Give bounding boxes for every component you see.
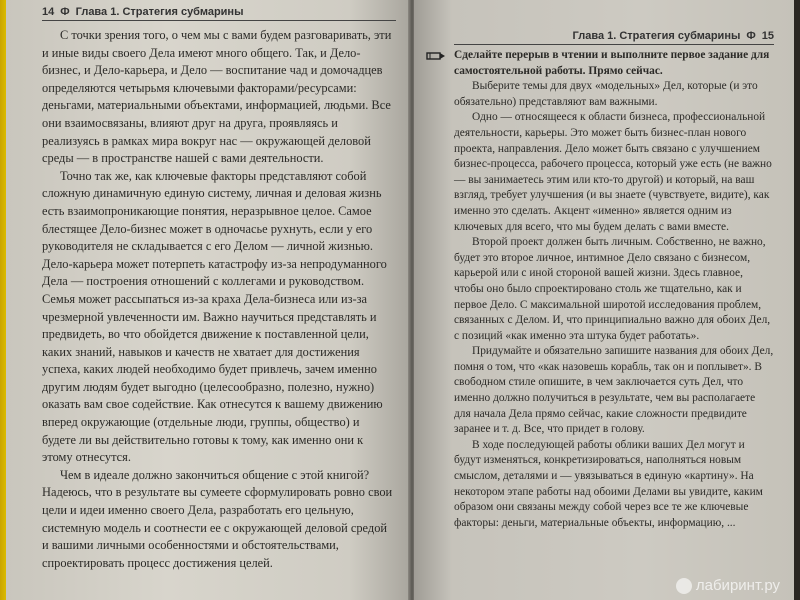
right-page	[414, 0, 794, 600]
right-paragraph-6: В ходе последующей работы облики ваших Дел могут и будут изменяться, конкретизироваться, наполняться новым смыслом, деталями и — увязываться в единую «картину». На некотором этапе работы над обоими Делами вы увидите, каким образом они связаны между собой через все те же ключевые факторы: деньги, материальные объекты, информацию, ...	[454, 438, 763, 529]
right-paragraph-2: Выберите темы для двух «модельных» Дел, которые (и это обязательно) представляют вам важными.	[454, 80, 758, 108]
task-block	[454, 48, 774, 79]
left-chapter-title: Глава 1. Стратегия субмарины	[75, 6, 244, 18]
labyrinth-logo-icon	[676, 578, 692, 594]
left-paragraph-2: Точно так же, как ключевые факторы представляют собой сложную динамичную единую систему, личная и деловая жизнь есть взаимопроникающие понятия, неразрывное целое. Самое блестящее Дело-бизнес может в одночасье рухнуть, если у его руководителя не складывается с его Делом — личной жизнью. Дело-карьера может потерпеть катастрофу из-за непродуманного Дела — построения отношений с коллегами и руководством. Семья может рассыпаться из-за краха Дела-бизнеса или из-за чрезмерной увлеченности им. Важно научиться представлять и предвидеть, во что обойдется движение к поставленной цели, каких знаний, навыков и качеств не хватает для достижения успеха, каких людей необходимо будет привлечь, зачем именно другим людям будет выгодно (целесообразно, полезно, нужно) оказать вам свое содействие. Как отнесутся к вашему движению вперед окружающие (отдельные люди, группы, общество) и будете ли вы действительно готовы к тому, как именно они к этому отнесутся.	[42, 168, 387, 465]
left-paragraph-1: С точки зрения того, о чем мы с вами будем разговаривать, эти и иные виды своего Дела имеют много общего. Так, и Дело-бизнес, и Дело-карьера, и Дело — воспитание чад и домочадцев определяются четырьмя ключевыми факторами/ресурсами: деньгами, материальными объектами, информацией, людьми. Все они взаимосвязаны, влияют друг на друга, проявляясь и реализуясь в рамках мира вокруг нас — окружающей деловой среды — в пространстве нашей с вами деятельности.	[42, 28, 392, 166]
watermark	[676, 577, 780, 594]
left-paragraph-3: Чем в идеале должно закончиться общение с этой книгой? Надеюсь, что в результате вы сумеете сформулировать ровно свои цели и идеи именно своего Дела, разработать его цельную, системную модель и соотнести ее с окружающей деловой средой и вашими личными особенностями и обстоятельствами, спроектировать процесс достижения целей.	[42, 467, 393, 570]
task-instruction: Сделайте перерыв в чтении и выполните первое задание для самостоятельной работы. Прямо сейчас.	[454, 49, 770, 77]
left-page-number: 14	[42, 6, 55, 18]
left-running-header	[42, 6, 396, 21]
right-paragraph-5: Придумайте и обязательно запишите названия для обоих Дел, помня о том, что «как назовешь корабль, так он и поплывет». В свободном стиле опишите, в чем заключается суть Дел, что именно должно получиться в результате, чем вы располагаете для начала Дела прямо сейчас, какие сложности предвидите заранее и т. д. Все, что придет в голову.	[454, 345, 774, 436]
right-running-header	[454, 30, 774, 45]
right-page-number: 15	[761, 30, 774, 42]
right-header-ornament: Ф	[746, 30, 756, 42]
pencil-icon	[426, 50, 446, 62]
left-page	[6, 0, 410, 600]
left-header-ornament: Ф	[60, 6, 70, 18]
right-chapter-title: Глава 1. Стратегия субмарины	[572, 30, 741, 42]
watermark-text: лабиринт.ру	[695, 577, 780, 594]
right-paragraph-4: Второй проект должен быть личным. Собственно, не важно, будет это второе личное, интимное Дело связано с бизнесом, карьерой или с иной стороной вашей жизни. Здесь главное, чтобы оно было спроектировано столь же тщательно, как и первое Дело. С максимальной широтой исследования проблем, связанных с Делом. И, что принципиально важно для обоих Дел, с позиций «как именно эта штука будет работать».	[454, 236, 771, 342]
right-paragraph-3: Одно — относящееся к области бизнеса, профессиональной деятельности, карьеры. Это может быть бизнес-план нового проекта, направления. Дело может быть связано с улучшением бизнес-процесса, рабочего процесса, который уже есть (не важно — вы занимаетесь этим или кто-то другой) и который, на ваш взгляд, требует улучшения (и вы знаете (чувствуете, видите), как именно это сделать. Акцент «именно» является одним из ключевых для всего, что мы будем делать с вами вместе.	[454, 111, 772, 233]
